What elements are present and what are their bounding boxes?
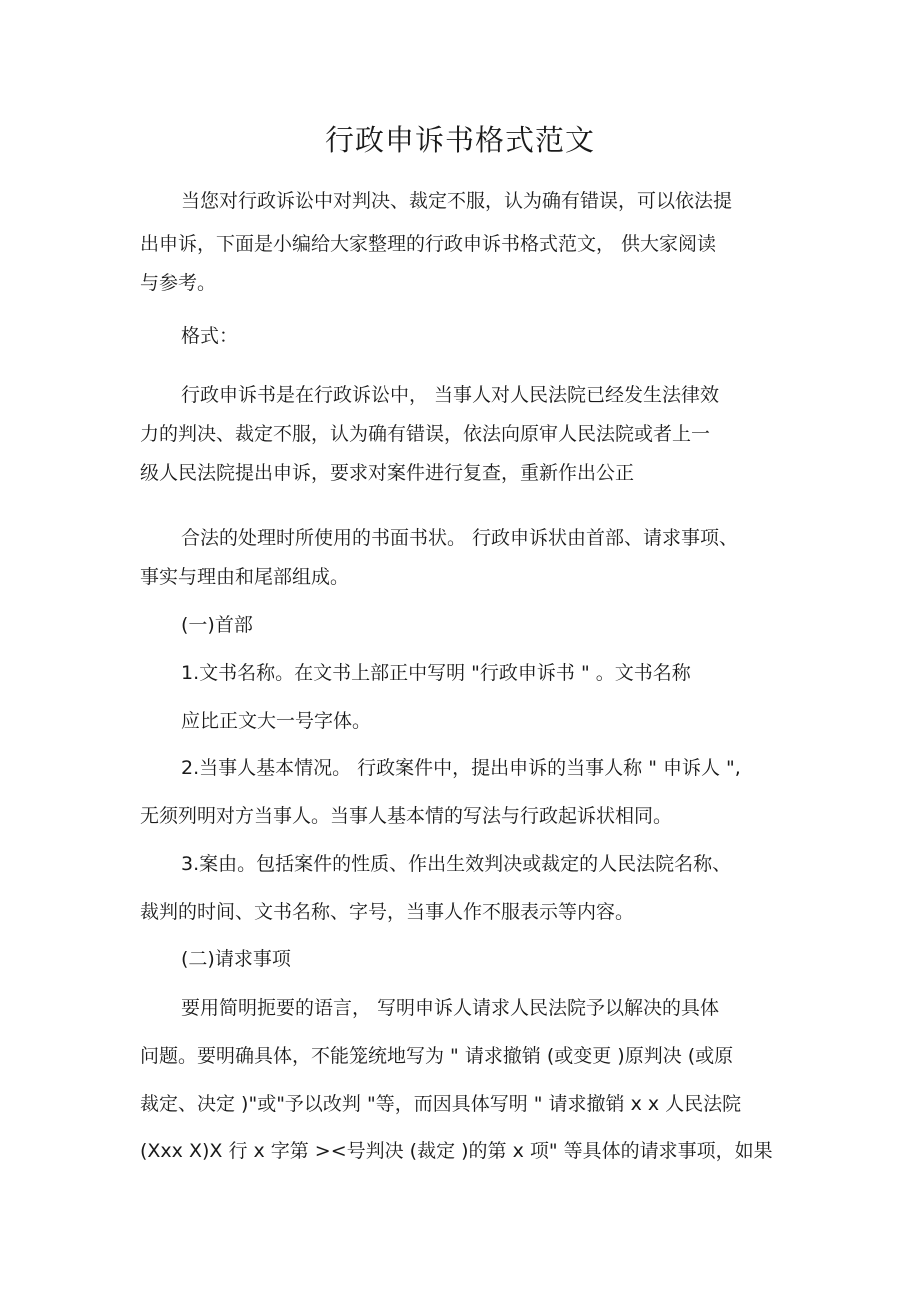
paragraph-line: 1.文书名称。在文书上部正中写明 "行政申诉书 " 。文书名称 bbox=[181, 662, 691, 684]
document-title: 行政申诉书格式范文 bbox=[324, 123, 595, 157]
section-heading: (一)首部 bbox=[181, 614, 253, 636]
paragraph-line: 当您对行政诉讼中对判决、裁定不服，认为确有错误，可以依法提 bbox=[181, 190, 733, 212]
section-label: 格式： bbox=[181, 325, 239, 347]
paragraph-line: 合法的处理时所使用的书面书状。 行政申诉状由首部、请求事项、 bbox=[181, 527, 739, 549]
paragraph-line: 与参考。 bbox=[140, 272, 217, 294]
paragraph-line: 事实与理由和尾部组成。 bbox=[140, 566, 350, 588]
paragraph-line: 要用简明扼要的语言， 写明申诉人请求人民法院予以解决的具体 bbox=[181, 997, 720, 1019]
paragraph-line: 应比正文大一号字体。 bbox=[181, 710, 372, 732]
paragraph-line: 裁定、决定 )"或"予以改判 "等，而因具体写明 " 请求撤销 x x 人民法院 bbox=[140, 1093, 742, 1115]
paragraph-line: 2.当事人基本情况。 行政案件中，提出申诉的当事人称 " 申诉人 ", bbox=[181, 757, 741, 779]
paragraph-line: 力的判决、裁定不服，认为确有错误，依法向原审人民法院或者上一 bbox=[140, 423, 711, 445]
paragraph-line: 3.案由。包括案件的性质、作出生效判决或裁定的人民法院名称、 bbox=[181, 853, 732, 875]
paragraph-line: (Xxx X)X 行 x 字第 ><号判决 (裁定 )的第 x 项" 等具体的请求事项，如果 bbox=[140, 1140, 773, 1162]
paragraph-line: 问题。要明确具体，不能笼统地写为 " 请求撤销 (或变更 )原判决 (或原 bbox=[140, 1045, 734, 1067]
section-heading: (二)请求事项 bbox=[181, 948, 291, 970]
paragraph-line: 出申诉，下面是小编给大家整理的行政申诉书格式范文， 供大家阅读 bbox=[140, 233, 717, 255]
paragraph-line: 级人民法院提出申诉，要求对案件进行复查，重新作出公正 bbox=[140, 462, 635, 484]
paragraph-line: 裁判的时间、文书名称、字号，当事人作不服表示等内容。 bbox=[140, 901, 635, 923]
paragraph-line: 无须列明对方当事人。当事人基本情的写法与行政起诉状相同。 bbox=[140, 805, 673, 827]
paragraph-line: 行政申诉书是在行政诉讼中， 当事人对人民法院已经发生法律效 bbox=[181, 384, 720, 406]
